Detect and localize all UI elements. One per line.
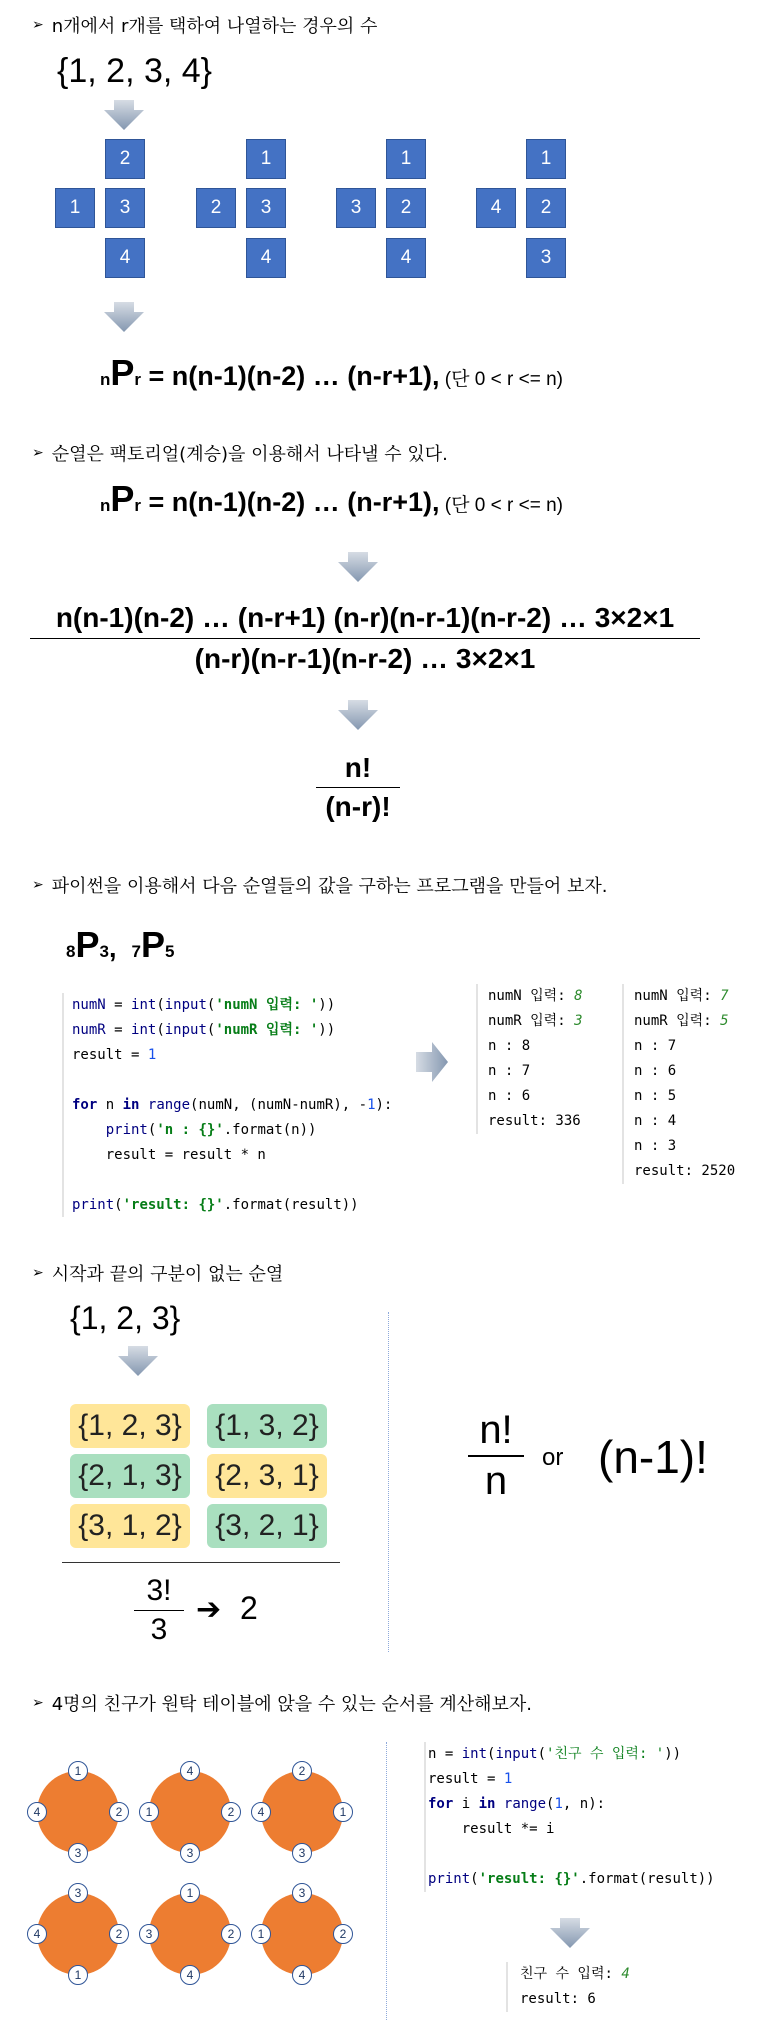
alt-formula: (n-1)! [598,1431,708,1483]
fraction-numerator: n(n-1)(n-2) … (n-r+1) (n-r)(n-r-1)(n-r-2) … 3×2×1 [30,602,700,639]
section4-heading: ➢ 시작과 끝의 구분이 없는 순열 [32,1264,284,1285]
set-123: {1, 2, 3} [70,1300,181,1336]
permutation-chip: {2, 3, 1} [207,1454,327,1498]
permutation-chip: {1, 3, 2} [207,1404,327,1448]
perm-box-bottom: 4 [105,238,145,278]
right-arrow-icon [416,1042,448,1082]
seat-right: 2 [109,1924,129,1944]
down-arrow-icon [118,1346,158,1376]
permutation-chip: {3, 2, 1} [207,1504,327,1548]
perm-box-bottom: 3 [526,238,566,278]
seat-right: 2 [333,1924,353,1944]
arrow-right-icon: ➔ [196,1592,222,1627]
seat-top: 3 [68,1883,88,1903]
perm-box-bottom: 4 [386,238,426,278]
perm-box-center: 3 [105,188,145,228]
perm-box-top: 1 [386,139,426,179]
perm-box-top: 2 [105,139,145,179]
code-editor-2 [424,1742,715,1892]
big-fraction: n! n [468,1408,524,1504]
output-panel-1: numN 입력: 8 numR 입력: 3 n : 8 n : 7 n : 6 result: 336 [476,984,583,1134]
output-panel-2: numN 입력: 7 numR 입력: 5 n : 7 n : 6 n : 5 n : 4 n : 3 result: 2520 [622,984,735,1184]
seat-top: 1 [180,1883,200,1903]
perm-box-left: 3 [336,188,376,228]
round-table [261,1893,343,1975]
perm-box-bottom: 4 [246,238,286,278]
seat-left: 4 [27,1802,47,1822]
seat-bottom: 3 [292,1843,312,1863]
section3-heading: ➢ 파이썬을 이용해서 다음 순열들의 값을 구하는 프로그램을 만들어 보자. [32,876,608,897]
perm-box-top: 1 [526,139,566,179]
seat-bottom: 4 [292,1965,312,1985]
set-1234: {1, 2, 3, 4} [57,52,213,90]
round-table [37,1893,119,1975]
perm-examples: 8P3, 7P5 [66,924,175,965]
perm-box-center: 2 [386,188,426,228]
round-table [149,1893,231,1975]
down-arrow-icon [104,100,144,130]
perm-box-center: 2 [526,188,566,228]
seat-bottom: 3 [68,1843,88,1863]
seat-right: 2 [221,1802,241,1822]
section1-heading: ➢ n개에서 r개를 택하여 나열하는 경우의 수 [32,16,378,37]
code-block: numN = int(input('numN 입력: ')) numR = int(input('numR 입력: ')) result = 1 for n in range(numN, (numN-numR), -1): print('n : {}'.format(n)) result = result * n print('result: {}'.format(result)) [72,997,393,1213]
perm-box-center: 3 [246,188,286,228]
seat-left: 1 [139,1802,159,1822]
down-arrow-icon [338,700,378,730]
seat-bottom: 1 [68,1965,88,1985]
code-editor-1 [62,993,404,1217]
seat-left: 4 [27,1924,47,1944]
seat-left: 3 [139,1924,159,1944]
seat-top: 1 [68,1761,88,1781]
seat-top: 4 [180,1761,200,1781]
bullet-arrow-icon: ➢ [32,877,44,893]
fraction-denominator: (n-r)(n-r-1)(n-r-2) … 3×2×1 [194,643,536,674]
n-factorial-fraction: $\frac{n!}{(n-r)!}$ [316,752,400,823]
result-value: 2 [240,1590,258,1626]
permutation-chip: {1, 2, 3} [70,1404,190,1448]
permutation-chip: {2, 1, 3} [70,1454,190,1498]
round-table [37,1771,119,1853]
perm-box-top: 1 [246,139,286,179]
round-table [149,1771,231,1853]
bullet-arrow-icon: ➢ [32,445,44,461]
seat-left: 1 [251,1924,271,1944]
seat-top: 3 [292,1883,312,1903]
seat-bottom: 3 [180,1843,200,1863]
seat-top: 2 [292,1761,312,1781]
round-table [261,1771,343,1853]
permutation-chip: {3, 1, 2} [70,1504,190,1548]
bullet-arrow-icon: ➢ [32,17,44,33]
npr-formula-2: nPr = n(n-1)(n-2) … (n-r+1), (단 0 < r <= n) [100,478,563,519]
down-arrow-icon [550,1918,590,1948]
seat-bottom: 4 [180,1965,200,1985]
section5-heading: ➢ 4명의 친구가 원탁 테이블에 앉을 수 있는 순서를 계산해보자. [32,1694,532,1715]
factorial-expansion-fraction [30,602,700,675]
vertical-divider [388,1312,389,1652]
npr-formula: nPr = n(n-1)(n-2) … (n-r+1), (단 0 < r <= n) [100,352,563,393]
divider [62,1562,340,1563]
section2-heading: ➢ 순열은 팩토리얼(계승)을 이용해서 나타낼 수 있다. [32,444,448,465]
seat-left: 4 [251,1802,271,1822]
down-arrow-icon [338,552,378,582]
seat-right: 2 [221,1924,241,1944]
down-arrow-icon [104,302,144,332]
vertical-divider [386,1742,387,2020]
bullet-arrow-icon: ➢ [32,1265,44,1281]
output-panel-3: 친구 수 입력: 4 result: 6 [506,1962,630,2012]
or-text: or [542,1444,564,1471]
small-fraction: 3! 3 [134,1574,184,1647]
perm-box-left: 4 [476,188,516,228]
code-block: n = int(input('친구 수 입력: ')) result = 1 for i in range(1, n): result *= i print('result: {}'.format(result)) [428,1746,715,1887]
bullet-arrow-icon: ➢ [32,1695,44,1711]
seat-right: 2 [109,1802,129,1822]
perm-box-left: 1 [55,188,95,228]
seat-right: 1 [333,1802,353,1822]
perm-box-left: 2 [196,188,236,228]
